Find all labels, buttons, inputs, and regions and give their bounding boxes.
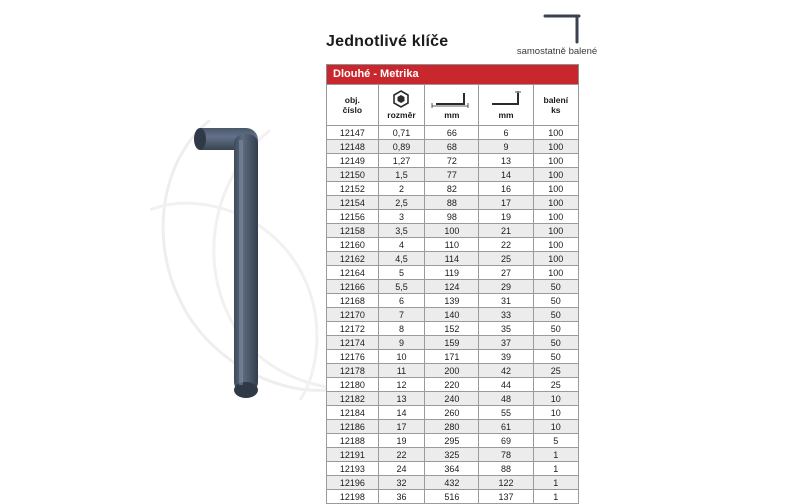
- cell-order-number: 12166: [327, 280, 379, 294]
- table-row: [327, 420, 579, 434]
- cell-order-number: 12174: [327, 336, 379, 350]
- specification-table-container: [326, 64, 579, 504]
- table-row: [327, 154, 579, 168]
- cell-size: 3,5: [378, 224, 425, 238]
- header-pack-line2: ks: [551, 105, 561, 115]
- cell-pack: 100: [533, 224, 578, 238]
- cell-order-number: 12162: [327, 252, 379, 266]
- cell-pack: 100: [533, 154, 578, 168]
- table-row: [327, 392, 579, 406]
- cell-size: 24: [378, 462, 425, 476]
- header-short-length: [479, 85, 533, 126]
- cell-short-length: 17: [479, 196, 533, 210]
- cell-size: 1,5: [378, 168, 425, 182]
- cell-long-length: 100: [425, 224, 479, 238]
- cell-short-length: 55: [479, 406, 533, 420]
- cell-short-length: 21: [479, 224, 533, 238]
- cell-size: 8: [378, 322, 425, 336]
- cell-long-length: 82: [425, 182, 479, 196]
- table-row: [327, 434, 579, 448]
- cell-short-length: 16: [479, 182, 533, 196]
- cell-pack: 25: [533, 364, 578, 378]
- cell-short-length: 122: [479, 476, 533, 490]
- cell-short-length: 137: [479, 490, 533, 504]
- cell-pack: 1: [533, 448, 578, 462]
- cell-size: 22: [378, 448, 425, 462]
- cell-short-length: 9: [479, 140, 533, 154]
- cell-short-length: 88: [479, 462, 533, 476]
- header-size-label: rozměr: [387, 109, 416, 120]
- cell-pack: 5: [533, 434, 578, 448]
- cell-size: 13: [378, 392, 425, 406]
- table-row: [327, 490, 579, 504]
- table-row: [327, 336, 579, 350]
- cell-order-number: 12188: [327, 434, 379, 448]
- cell-order-number: 12164: [327, 266, 379, 280]
- cell-long-length: 88: [425, 196, 479, 210]
- cell-pack: 100: [533, 182, 578, 196]
- cell-size: 1,27: [378, 154, 425, 168]
- cell-short-length: 27: [479, 266, 533, 280]
- table-row: [327, 224, 579, 238]
- cell-size: 4: [378, 238, 425, 252]
- cell-short-length: 22: [479, 238, 533, 252]
- cell-short-length: 61: [479, 420, 533, 434]
- cell-size: 6: [378, 294, 425, 308]
- cell-order-number: 12182: [327, 392, 379, 406]
- packaging-icon: [487, 12, 627, 44]
- cell-long-length: 140: [425, 308, 479, 322]
- cell-pack: 100: [533, 196, 578, 210]
- cell-pack: 100: [533, 266, 578, 280]
- table-row: [327, 322, 579, 336]
- cell-short-length: 33: [479, 308, 533, 322]
- table-row: [327, 364, 579, 378]
- cell-pack: 50: [533, 322, 578, 336]
- cell-size: 10: [378, 350, 425, 364]
- cell-short-length: 39: [479, 350, 533, 364]
- cell-long-length: 152: [425, 322, 479, 336]
- table-row: [327, 294, 579, 308]
- cell-long-length: 110: [425, 238, 479, 252]
- cell-short-length: 37: [479, 336, 533, 350]
- cell-order-number: 12150: [327, 168, 379, 182]
- cell-short-length: 42: [479, 364, 533, 378]
- cell-size: 19: [378, 434, 425, 448]
- cell-short-length: 78: [479, 448, 533, 462]
- table-row: [327, 252, 579, 266]
- cell-long-length: 200: [425, 364, 479, 378]
- cell-long-length: 119: [425, 266, 479, 280]
- cell-size: 11: [378, 364, 425, 378]
- header-short-length-unit: mm: [498, 109, 514, 120]
- cell-pack: 100: [533, 140, 578, 154]
- table-row: [327, 350, 579, 364]
- packaging-note: samostatně balené: [516, 46, 598, 57]
- cell-pack: 100: [533, 252, 578, 266]
- cell-pack: 1: [533, 490, 578, 504]
- cell-pack: 100: [533, 238, 578, 252]
- table-row: [327, 266, 579, 280]
- table-row: [327, 448, 579, 462]
- short-allen-key-icon: [480, 90, 531, 108]
- table-band-title: Dlouhé - Metrika: [326, 64, 579, 84]
- cell-order-number: 12158: [327, 224, 379, 238]
- page-title: Jednotlivé klíče: [326, 33, 449, 50]
- cell-long-length: 171: [425, 350, 479, 364]
- cell-pack: 10: [533, 406, 578, 420]
- cell-short-length: 31: [479, 294, 533, 308]
- cell-long-length: 72: [425, 154, 479, 168]
- cell-pack: 50: [533, 294, 578, 308]
- cell-long-length: 77: [425, 168, 479, 182]
- cell-size: 17: [378, 420, 425, 434]
- cell-pack: 1: [533, 476, 578, 490]
- cell-short-length: 48: [479, 392, 533, 406]
- cell-long-length: 516: [425, 490, 479, 504]
- cell-order-number: 12170: [327, 308, 379, 322]
- cell-long-length: 124: [425, 280, 479, 294]
- cell-order-number: 12149: [327, 154, 379, 168]
- table-row: [327, 238, 579, 252]
- cell-pack: 100: [533, 168, 578, 182]
- cell-order-number: 12172: [327, 322, 379, 336]
- cell-long-length: 66: [425, 126, 479, 140]
- cell-size: 9: [378, 336, 425, 350]
- cell-order-number: 12193: [327, 462, 379, 476]
- specification-table: [326, 84, 579, 504]
- cell-long-length: 68: [425, 140, 479, 154]
- cell-pack: 100: [533, 210, 578, 224]
- cell-size: 7: [378, 308, 425, 322]
- cell-pack: 10: [533, 420, 578, 434]
- cell-size: 32: [378, 476, 425, 490]
- table-row: [327, 196, 579, 210]
- cell-order-number: 12152: [327, 182, 379, 196]
- cell-pack: 50: [533, 308, 578, 322]
- cell-short-length: 13: [479, 154, 533, 168]
- table-row: [327, 462, 579, 476]
- cell-long-length: 325: [425, 448, 479, 462]
- cell-pack: 50: [533, 350, 578, 364]
- cell-order-number: 12160: [327, 238, 379, 252]
- cell-order-number: 12178: [327, 364, 379, 378]
- cell-size: 0,89: [378, 140, 425, 154]
- cell-pack: 25: [533, 378, 578, 392]
- cell-order-number: 12168: [327, 294, 379, 308]
- cell-order-number: 12147: [327, 126, 379, 140]
- cell-size: 12: [378, 378, 425, 392]
- cell-pack: 10: [533, 392, 578, 406]
- cell-order-number: 12180: [327, 378, 379, 392]
- table-row: [327, 168, 579, 182]
- cell-short-length: 25: [479, 252, 533, 266]
- cell-order-number: 12176: [327, 350, 379, 364]
- header-size: [378, 85, 425, 126]
- cell-pack: 50: [533, 280, 578, 294]
- cell-order-number: 12198: [327, 490, 379, 504]
- cell-long-length: 159: [425, 336, 479, 350]
- cell-order-number: 12186: [327, 420, 379, 434]
- cell-size: 2: [378, 182, 425, 196]
- cell-order-number: 12191: [327, 448, 379, 462]
- header-pack-line1: balení: [543, 95, 569, 105]
- header-order-number-line2: číslo: [342, 105, 363, 115]
- cell-long-length: 220: [425, 378, 479, 392]
- table-header-row: [327, 85, 579, 126]
- table-row: [327, 308, 579, 322]
- cell-long-length: 280: [425, 420, 479, 434]
- product-image-allen-key: [186, 120, 316, 400]
- cell-size: 2,5: [378, 196, 425, 210]
- cell-size: 36: [378, 490, 425, 504]
- cell-size: 5,5: [378, 280, 425, 294]
- cell-order-number: 12148: [327, 140, 379, 154]
- cell-short-length: 29: [479, 280, 533, 294]
- cell-long-length: 98: [425, 210, 479, 224]
- cell-size: 5: [378, 266, 425, 280]
- cell-order-number: 12184: [327, 406, 379, 420]
- cell-long-length: 240: [425, 392, 479, 406]
- table-row: [327, 476, 579, 490]
- header-order-number-line1: obj.: [344, 95, 360, 105]
- cell-short-length: 6: [479, 126, 533, 140]
- cell-pack: 50: [533, 336, 578, 350]
- cell-order-number: 12156: [327, 210, 379, 224]
- cell-pack: 100: [533, 126, 578, 140]
- cell-size: 4,5: [378, 252, 425, 266]
- table-row: [327, 126, 579, 140]
- table-row: [327, 182, 579, 196]
- cell-order-number: 12154: [327, 196, 379, 210]
- specification-table-body: [327, 126, 579, 504]
- cell-size: 0,71: [378, 126, 425, 140]
- header-long-length: [425, 85, 479, 126]
- table-row: [327, 210, 579, 224]
- cell-size: 14: [378, 406, 425, 420]
- cell-long-length: 139: [425, 294, 479, 308]
- cell-pack: 1: [533, 462, 578, 476]
- long-allen-key-icon: [426, 90, 477, 108]
- header-long-length-unit: mm: [444, 109, 460, 120]
- cell-long-length: 114: [425, 252, 479, 266]
- cell-short-length: 19: [479, 210, 533, 224]
- header-order-number: [327, 85, 379, 126]
- cell-order-number: 12196: [327, 476, 379, 490]
- cell-long-length: 364: [425, 462, 479, 476]
- hex-socket-icon: [380, 90, 424, 108]
- cell-short-length: 35: [479, 322, 533, 336]
- cell-size: 3: [378, 210, 425, 224]
- cell-short-length: 14: [479, 168, 533, 182]
- table-row: [327, 406, 579, 420]
- cell-long-length: 295: [425, 434, 479, 448]
- cell-long-length: 260: [425, 406, 479, 420]
- cell-long-length: 432: [425, 476, 479, 490]
- table-row: [327, 378, 579, 392]
- header-pack: [533, 85, 578, 126]
- table-row: [327, 140, 579, 154]
- cell-short-length: 44: [479, 378, 533, 392]
- cell-short-length: 69: [479, 434, 533, 448]
- table-row: [327, 280, 579, 294]
